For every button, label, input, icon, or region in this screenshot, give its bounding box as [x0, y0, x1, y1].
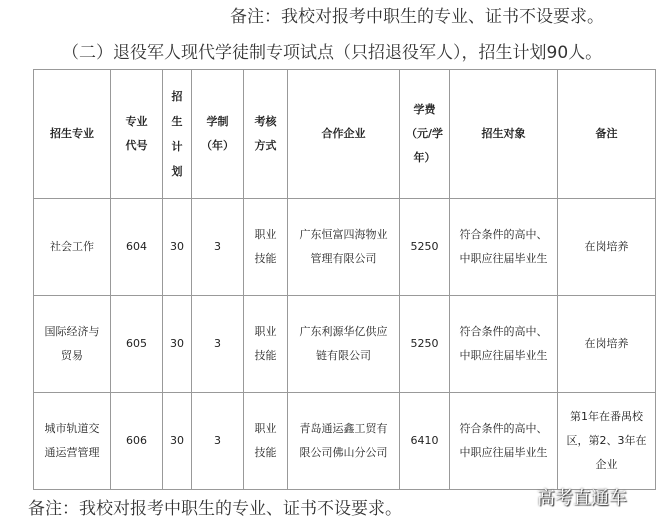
header-duration: 学制（年） [192, 70, 244, 199]
cell-remark: 在岗培养 [558, 296, 656, 393]
cell-assessment: 职业技能 [244, 199, 288, 296]
watermark-text: 高考直通车 [537, 488, 627, 509]
cell-assessment: 职业技能 [244, 393, 288, 490]
cell-partner: 广东利源华亿供应链有限公司 [288, 296, 400, 393]
header-remark: 备注 [558, 70, 656, 199]
table-row [34, 393, 656, 490]
cell-remark: 第1年在番禺校区，第2、3年在企业 [558, 393, 656, 490]
cell-partner: 青岛通运鑫工贸有限公司佛山分公司 [288, 393, 400, 490]
header-code: 专业代号 [111, 70, 163, 199]
cell-tuition: 5250 [400, 296, 450, 393]
header-assessment: 考核方式 [244, 70, 288, 199]
cell-duration: 3 [192, 296, 244, 393]
cell-target: 符合条件的高中、中职应往届毕业生 [450, 393, 558, 490]
cell-major: 城市轨道交通运营管理 [34, 393, 111, 490]
cell-code: 606 [111, 393, 163, 490]
top-note: 备注：我校对报考中职生的专业、证书不设要求。 [230, 7, 604, 27]
table-row [34, 296, 656, 393]
cell-tuition: 6410 [400, 393, 450, 490]
table-header-row [34, 70, 656, 199]
header-plan: 招生计划 [163, 70, 192, 199]
cell-plan: 30 [163, 393, 192, 490]
header-partner: 合作企业 [288, 70, 400, 199]
header-major: 招生专业 [34, 70, 111, 199]
cell-major: 社会工作 [34, 199, 111, 296]
cell-target: 符合条件的高中、中职应往届毕业生 [450, 199, 558, 296]
section-title: （二）退役军人现代学徒制专项试点（只招退役军人），招生计划90人。 [62, 43, 603, 63]
cell-duration: 3 [192, 393, 244, 490]
cell-assessment: 职业技能 [244, 296, 288, 393]
header-tuition: 学费（元/学年） [400, 70, 450, 199]
cell-tuition: 5250 [400, 199, 450, 296]
table-row [34, 199, 656, 296]
enrollment-table [33, 69, 656, 490]
cell-code: 605 [111, 296, 163, 393]
cell-code: 604 [111, 199, 163, 296]
cell-plan: 30 [163, 199, 192, 296]
cell-remark: 在岗培养 [558, 199, 656, 296]
cell-duration: 3 [192, 199, 244, 296]
bottom-note: 备注：我校对报考中职生的专业、证书不设要求。 [28, 499, 402, 519]
cell-partner: 广东恒富四海物业管理有限公司 [288, 199, 400, 296]
cell-plan: 30 [163, 296, 192, 393]
cell-major: 国际经济与贸易 [34, 296, 111, 393]
cell-target: 符合条件的高中、中职应往届毕业生 [450, 296, 558, 393]
header-target: 招生对象 [450, 70, 558, 199]
